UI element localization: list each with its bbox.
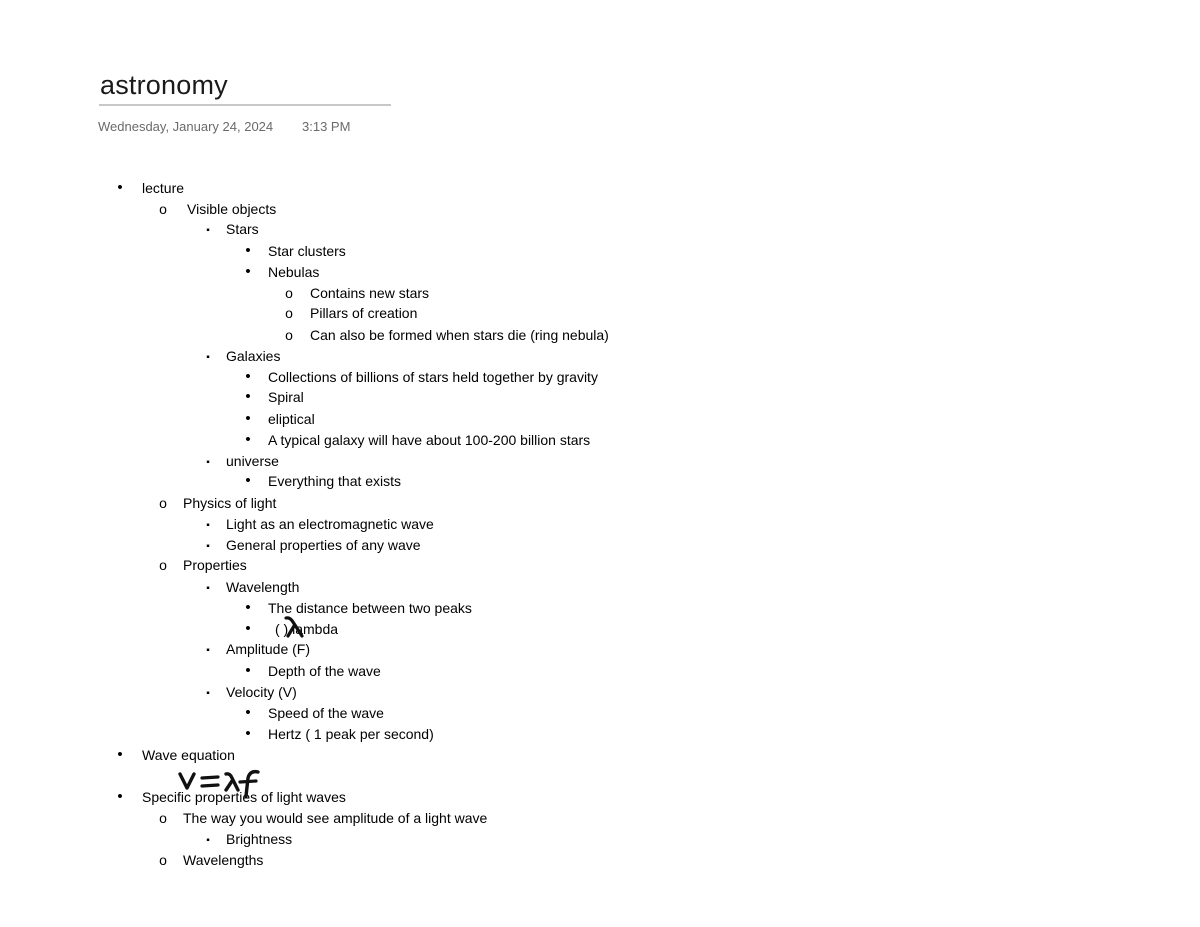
bullet-square	[202, 346, 214, 368]
bullet-disc	[242, 367, 254, 387]
outline-text: Wavelengths	[183, 852, 264, 868]
bullet-disc	[242, 387, 254, 407]
outline-text: The distance between two peaks	[268, 600, 472, 616]
outline-text: Pillars of creation	[310, 305, 418, 321]
bullet-square	[202, 682, 214, 704]
outline-text: Star clusters	[268, 243, 346, 259]
outline-text: Brightness	[226, 831, 293, 847]
title-underline	[99, 104, 391, 106]
bullet-square	[202, 451, 214, 473]
bullet-disc	[242, 619, 254, 639]
outline-text: lecture	[142, 180, 185, 196]
bullet-circle	[157, 493, 169, 514]
outline-text: Amplitude (F)	[226, 641, 311, 657]
bullet-square	[202, 219, 214, 241]
outline-text: Light as an electromagnetic wave	[226, 516, 434, 532]
bullet-square	[202, 829, 214, 851]
outline-text: Wavelength	[226, 579, 300, 595]
outline-text: Spiral	[268, 389, 304, 405]
page-date: Wednesday, January 24, 2024	[98, 119, 274, 134]
outline-text: Specific properties of light waves	[142, 789, 346, 805]
outline-text: Depth of the wave	[268, 663, 381, 679]
outline-text: Can also be formed when stars die (ring nebula)	[310, 327, 609, 343]
bullet-circle	[157, 850, 169, 871]
outline-text: universe	[226, 453, 279, 469]
outline-text: Stars	[226, 221, 259, 237]
bullet-square	[202, 577, 214, 599]
outline-text: A typical galaxy will have about 100-200 billion stars	[268, 432, 591, 448]
bullet-disc	[242, 471, 254, 491]
bullet-circle	[157, 808, 169, 829]
bullet-disc	[114, 178, 126, 198]
bullet-disc	[242, 409, 254, 429]
bullet-disc	[242, 262, 254, 282]
outline-text: Galaxies	[226, 348, 281, 364]
bullet-circle	[283, 283, 295, 304]
bullet-square	[202, 535, 214, 557]
outline-text: Properties	[183, 557, 247, 573]
lambda-handwritten-icon	[282, 614, 308, 640]
outline-text: The way you would see amplitude of a light wave	[183, 810, 488, 826]
bullet-disc	[242, 241, 254, 261]
outline-text: Contains new stars	[310, 285, 430, 301]
outline-text: Physics of light	[183, 495, 277, 511]
outline-text: Everything that exists	[268, 473, 402, 489]
bullet-square	[202, 639, 214, 661]
outline-text: General properties of any wave	[226, 537, 421, 553]
page-time: 3:13 PM	[302, 119, 351, 134]
bullet-disc	[242, 724, 254, 744]
outline-text: eliptical	[268, 411, 315, 427]
bullet-disc	[114, 745, 126, 765]
handwritten-wave-equation	[174, 768, 266, 800]
bullet-circle	[283, 303, 295, 324]
outline-text: ( ) lambda	[275, 621, 339, 637]
bullet-disc	[114, 787, 126, 807]
outline-text: Wave equation	[142, 747, 235, 763]
bullet-circle	[283, 325, 295, 346]
outline-text: Speed of the wave	[268, 705, 384, 721]
outline-text: Visible objects	[187, 201, 277, 217]
outline-text: Collections of billions of stars held together by gravity	[268, 369, 598, 385]
bullet-square	[202, 514, 214, 536]
outline-text: Nebulas	[268, 264, 320, 280]
bullet-disc	[242, 703, 254, 723]
bullet-disc	[242, 430, 254, 450]
outline-text: Hertz ( 1 peak per second)	[268, 726, 434, 742]
outline-text: Velocity (V)	[226, 684, 297, 700]
bullet-disc	[242, 661, 254, 681]
bullet-disc	[242, 598, 254, 618]
page-title: astronomy	[100, 70, 228, 100]
bullet-circle	[157, 199, 169, 220]
bullet-circle	[157, 555, 169, 576]
